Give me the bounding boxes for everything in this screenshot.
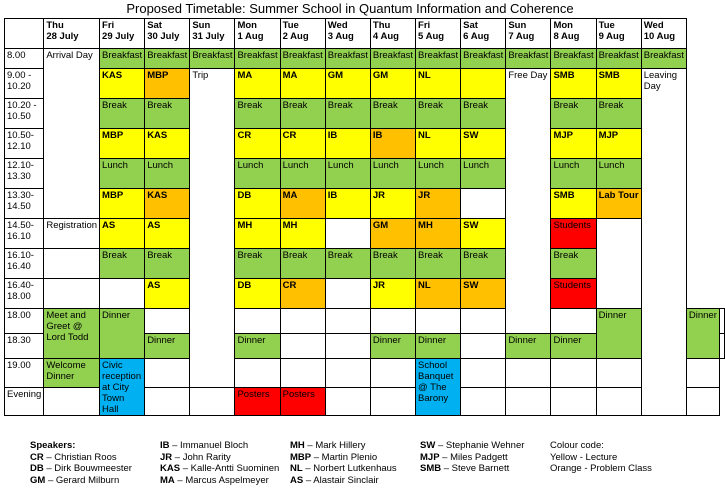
empty-cell: [145, 309, 190, 334]
session-cell: Break: [551, 99, 596, 129]
time-cell: 12.10- 13.30: [5, 159, 44, 189]
session-cell: MBP: [100, 189, 145, 219]
speaker-entry: MBP – Martin Plenio: [290, 451, 378, 463]
empty-cell: [325, 359, 370, 388]
empty-cell: [551, 309, 596, 334]
session-cell: Breakfast: [551, 49, 596, 69]
session-cell: Breakfast: [100, 49, 145, 69]
legend-col-2: [160, 440, 279, 486]
speaker-entry: CR – Christian Roos: [30, 451, 117, 463]
table-row: [5, 309, 725, 334]
session-cell: Posters: [280, 387, 325, 416]
empty-cell: [416, 309, 461, 334]
day-header: Wed 3 Aug: [325, 19, 370, 49]
time-cell: 10.20 - 10.50: [5, 99, 44, 129]
day-header: Thu 28 July: [44, 19, 100, 49]
session-cell: Lunch: [461, 159, 506, 189]
speaker-entry: MH – Mark Hillery: [290, 440, 366, 451]
session-cell: NL: [416, 69, 461, 99]
session-cell: AS: [145, 279, 190, 309]
session-cell: Civic reception at City Town Hall: [100, 359, 145, 416]
session-cell: Lunch: [596, 159, 641, 189]
session-cell: Students: [551, 279, 596, 309]
session-cell: GM: [370, 219, 415, 249]
session-cell: Lunch: [325, 159, 370, 189]
session-cell: IB: [325, 189, 370, 219]
speaker-entry: SMB – Steve Barnett: [420, 463, 510, 474]
session-cell: Breakfast: [370, 49, 415, 69]
day-header: Sun 7 Aug: [506, 19, 551, 49]
empty-cell: [145, 387, 190, 416]
session-cell: Breakfast: [235, 49, 280, 69]
empty-cell: [44, 279, 100, 309]
session-cell: AS: [145, 219, 190, 249]
day-header: Fri 29 July: [100, 19, 145, 49]
empty-cell: [461, 359, 506, 388]
session-cell: Dinner: [506, 334, 551, 359]
empty-cell: [461, 334, 506, 359]
session-cell: Breakfast: [506, 49, 551, 69]
session-cell: Break: [416, 99, 461, 129]
session-cell: AS: [100, 219, 145, 249]
session-cell: SW: [461, 279, 506, 309]
empty-cell: [370, 359, 415, 388]
empty-cell: [100, 279, 145, 309]
day-header: Sat 6 Aug: [461, 19, 506, 49]
session-cell: Break: [370, 99, 415, 129]
table-row: [5, 49, 725, 69]
speaker-entry: MA – Marcus Aspelmeyer: [160, 474, 269, 486]
session-cell: MJP: [596, 129, 641, 159]
session-cell: Dinner: [686, 309, 719, 359]
day-header: Thu 4 Aug: [370, 19, 415, 49]
empty-cell: [370, 309, 415, 334]
empty-cell: [506, 387, 551, 416]
legend: [0, 440, 700, 490]
session-cell: Break: [461, 99, 506, 129]
session-cell: Meet and Greet @ Lord Todd: [44, 309, 100, 359]
session-cell: Break: [325, 249, 370, 279]
session-cell: Breakfast: [416, 49, 461, 69]
empty-cell: [325, 387, 370, 416]
empty-cell: [686, 359, 719, 388]
empty-cell: [325, 334, 370, 359]
session-cell: Lunch: [551, 159, 596, 189]
session-cell: MA: [235, 69, 280, 99]
empty-cell: [461, 309, 506, 334]
legend-col-3: [290, 440, 397, 486]
session-cell: Break: [370, 249, 415, 279]
empty-cell: [461, 189, 506, 219]
table-row: [5, 189, 725, 219]
empty-cell: [325, 219, 370, 249]
session-cell: MH: [416, 219, 461, 249]
session-cell: JR: [370, 279, 415, 309]
session-cell: Break: [100, 249, 145, 279]
session-cell: Dinner: [235, 334, 280, 359]
session-cell: Breakfast: [596, 49, 641, 69]
session-cell: MJP: [551, 129, 596, 159]
table-row: [5, 99, 725, 129]
time-cell: 14.50- 16.10: [5, 219, 44, 249]
day-header: Fri 5 Aug: [416, 19, 461, 49]
session-cell: Arrival Day: [44, 49, 100, 219]
session-cell: Break: [145, 249, 190, 279]
session-cell: NL: [416, 129, 461, 159]
empty-cell: [280, 334, 325, 359]
session-cell: KAS: [145, 189, 190, 219]
empty-cell: [325, 279, 370, 309]
session-cell: Break: [325, 99, 370, 129]
session-cell: SMB: [551, 189, 596, 219]
session-cell: MA: [280, 69, 325, 99]
session-cell: Dinner: [416, 334, 461, 359]
session-cell: Breakfast: [461, 49, 506, 69]
session-cell: Break: [551, 249, 596, 279]
session-cell: JR: [370, 189, 415, 219]
speaker-entry: MJP – Miles Padgett: [420, 451, 508, 463]
header-row: [5, 19, 725, 49]
session-cell: Lunch: [145, 159, 190, 189]
speaker-entry: DB – Dirk Bouwmeester: [30, 463, 132, 474]
session-cell: DB: [235, 189, 280, 219]
empty-cell: [44, 387, 100, 416]
time-cell: 18.30: [5, 334, 44, 359]
session-cell: Lunch: [416, 159, 461, 189]
session-cell: Break: [235, 99, 280, 129]
session-cell: CR: [280, 129, 325, 159]
legend-col-1: [30, 440, 132, 486]
empty-cell: [280, 359, 325, 388]
empty-cell: [461, 69, 506, 99]
corner-cell: [5, 19, 44, 49]
day-header: Mon 1 Aug: [235, 19, 280, 49]
day-header: Tue 2 Aug: [280, 19, 325, 49]
session-cell: Break: [145, 99, 190, 129]
session-cell: Breakfast: [641, 49, 686, 69]
empty-cell: [551, 359, 596, 388]
session-cell: Welcome Dinner: [44, 359, 100, 388]
session-cell: Breakfast: [325, 49, 370, 69]
empty-cell: [280, 309, 325, 334]
empty-cell: [145, 359, 190, 388]
table-row: [5, 359, 725, 388]
speaker-entry: AS – Alastair Sinclair: [290, 474, 379, 486]
session-cell: KAS: [100, 69, 145, 99]
session-cell: DB: [235, 279, 280, 309]
session-cell: Dinner: [551, 334, 596, 359]
session-cell: Break: [596, 99, 641, 129]
speaker-entry: IB – Immanuel Bloch: [160, 440, 249, 451]
empty-cell: [325, 309, 370, 334]
session-cell: Lunch: [100, 159, 145, 189]
empty-cell: [719, 334, 724, 359]
day-header: Sun 31 July: [190, 19, 235, 49]
session-cell: Lunch: [235, 159, 280, 189]
session-cell: Break: [280, 249, 325, 279]
table-row: [5, 69, 725, 99]
colour-code-line: Orange - Problem Class: [550, 463, 652, 474]
speaker-entry: JR – John Rarity: [160, 451, 231, 463]
colour-code: [550, 440, 652, 475]
session-cell: Breakfast: [145, 49, 190, 69]
session-cell: Dinner: [370, 334, 415, 359]
table-row: [5, 159, 725, 189]
speaker-entry: KAS – Kalle-Antti Suominen: [160, 463, 280, 474]
empty-cell: [551, 387, 596, 416]
session-cell: Lunch: [280, 159, 325, 189]
empty-cell: [596, 387, 641, 416]
empty-cell: [686, 387, 719, 416]
session-cell: CR: [280, 279, 325, 309]
time-cell: 9.00 - 10.20: [5, 69, 44, 99]
session-cell: Free Day: [506, 69, 551, 334]
session-cell: MBP: [145, 69, 190, 99]
time-cell: 13.30- 14.50: [5, 189, 44, 219]
time-cell: 10.50- 12.10: [5, 129, 44, 159]
session-cell: Dinner: [145, 334, 190, 359]
session-cell: Registration: [44, 219, 100, 249]
session-cell: SMB: [551, 69, 596, 99]
session-cell: SMB: [596, 69, 641, 99]
session-cell: Break: [461, 249, 506, 279]
time-cell: 19.00: [5, 359, 44, 388]
session-cell: MBP: [100, 129, 145, 159]
session-cell: Dinner: [100, 309, 145, 359]
session-cell: GM: [370, 69, 415, 99]
session-cell: GM: [325, 69, 370, 99]
speaker-entry: NL – Norbert Lutkenhaus: [290, 463, 397, 474]
session-cell: MH: [280, 219, 325, 249]
empty-cell: [596, 359, 641, 388]
speaker-entry: GM – Gerard Milburn: [30, 474, 120, 486]
time-cell: 8.00: [5, 49, 44, 69]
session-cell: Break: [235, 249, 280, 279]
speaker-entry: SW – Stephanie Wehner: [420, 440, 525, 451]
session-cell: JR: [416, 189, 461, 219]
session-cell: IB: [325, 129, 370, 159]
session-cell: KAS: [145, 129, 190, 159]
day-header: Tue 9 Aug: [596, 19, 641, 49]
empty-cell: [719, 309, 724, 334]
session-cell: Dinner: [596, 309, 641, 359]
empty-cell: [506, 359, 551, 388]
table-row: [5, 219, 725, 249]
session-cell: IB: [370, 129, 415, 159]
session-cell: Lab Tour: [596, 189, 641, 219]
session-cell: Posters: [235, 387, 280, 416]
time-cell: 16.10- 16.40: [5, 249, 44, 279]
empty-cell: [190, 387, 235, 416]
colour-code-line: Yellow - Lecture: [550, 451, 618, 463]
empty-cell: [461, 387, 506, 416]
time-cell: Evening: [5, 387, 44, 416]
empty-cell: [370, 387, 415, 416]
day-header: Sat 30 July: [145, 19, 190, 49]
session-cell: SW: [461, 219, 506, 249]
session-cell: School Banquet @ The Barony: [416, 359, 461, 416]
session-cell: Lunch: [370, 159, 415, 189]
session-cell: Leaving Day: [641, 69, 686, 416]
colour-code-line: Colour code:: [550, 440, 604, 451]
table-row: [5, 129, 725, 159]
empty-cell: [596, 219, 641, 309]
session-cell: SW: [461, 129, 506, 159]
session-cell: NL: [416, 279, 461, 309]
session-cell: Break: [100, 99, 145, 129]
timetable: [4, 18, 725, 416]
session-cell: Breakfast: [190, 49, 235, 69]
session-cell: Break: [416, 249, 461, 279]
day-header: Mon 8 Aug: [551, 19, 596, 49]
time-cell: 18.00: [5, 309, 44, 334]
session-cell: Trip: [190, 69, 235, 388]
speakers-label: Speakers:: [30, 440, 76, 451]
empty-cell: [44, 249, 100, 279]
time-cell: 16.40- 18.00: [5, 279, 44, 309]
session-cell: Break: [280, 99, 325, 129]
day-header: Wed 10 Aug: [641, 19, 686, 49]
page-title: Proposed Timetable: Summer School in Quantum Information and Coherence: [126, 1, 574, 16]
session-cell: Students: [551, 219, 596, 249]
session-cell: MA: [280, 189, 325, 219]
session-cell: MH: [235, 219, 280, 249]
empty-cell: [235, 359, 280, 388]
empty-cell: [235, 309, 280, 334]
session-cell: CR: [235, 129, 280, 159]
session-cell: Breakfast: [280, 49, 325, 69]
legend-col-4: [420, 440, 524, 475]
